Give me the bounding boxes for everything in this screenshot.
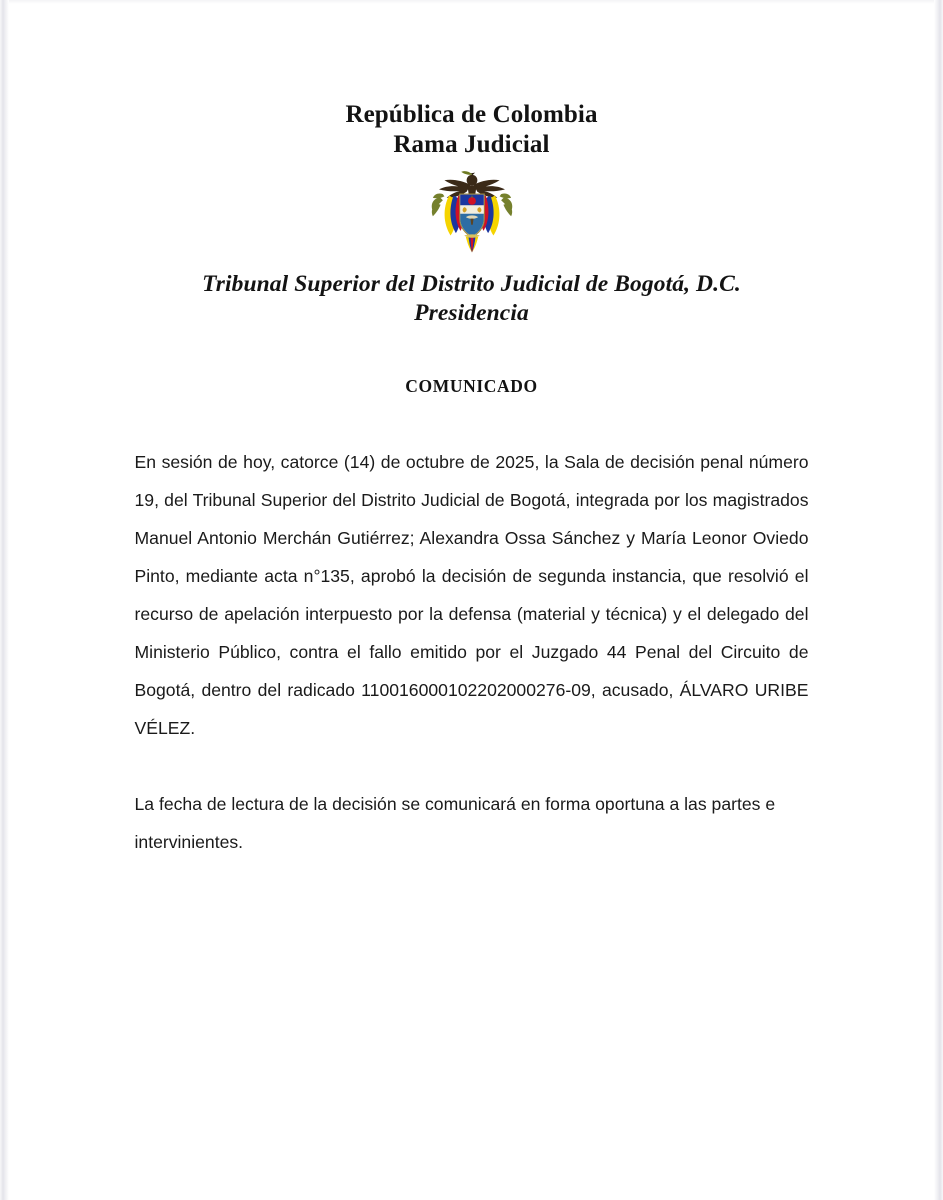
institution-court-line: Tribunal Superior del Distrito Judicial de Bogotá, D.C. xyxy=(202,271,741,297)
page-left-edge xyxy=(0,0,9,1200)
body-paragraph-2: La fecha de lectura de la decisión se comunicará en forma oportuna a las partes e intervinientes. xyxy=(134,794,776,852)
header-country-line: República de Colombia xyxy=(345,101,598,128)
coat-of-arms-of-colombia-icon xyxy=(426,168,518,260)
header-branch-line: Rama Judicial xyxy=(393,131,550,158)
notice-title: COMUNICADO xyxy=(405,376,538,396)
document-header xyxy=(9,4,934,160)
page-right-edge xyxy=(934,0,943,1200)
body-paragraph-1: En sesión de hoy, catorce (14) de octubre de 2025, la Sala de decisión penal número 19, del Tribunal Superior del Distrito Judicial de Bogotá, integrada por los magistrados Manuel Antonio Merchán Gutiérrez; Alexandra Ossa Sánchez y María Leonor Oviedo Pinto, mediante acta n°135, aprobó la decisión de segunda instancia, que resolvió el recurso de apelación interpuesto por la defensa (material y técnica) y el delegado del Ministerio Público, contra el fallo emitido por el Juzgado 44 Penal del Circuito de Bogotá, dentro del radicado 110016000102202000276-09, acusado, ÁLVARO URIBE VÉLEZ. xyxy=(134,452,809,738)
document-sheet xyxy=(9,4,934,1196)
emblem-container xyxy=(9,168,934,260)
institution-office-line: Presidencia xyxy=(414,300,529,326)
document-body xyxy=(135,443,809,861)
institution-title xyxy=(9,270,934,328)
